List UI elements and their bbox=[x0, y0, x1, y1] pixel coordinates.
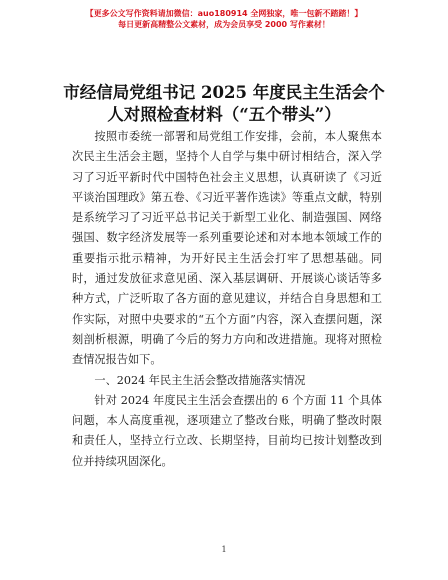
section-paragraph: 针对 2024 年度民主生活会查摆出的 6 个方面 11 个具体问题，本人高度重视，逐项建立了整改台账，明确了整改时限和责任人，坚持立行立改、长期坚持，目前均已按计划整改到位并持续巩固深化。 bbox=[72, 393, 382, 468]
banner-line-1: 【更多公文写作资料请加微信：auo180914 全网独家，唯一包新不踏踏！】 bbox=[85, 9, 363, 18]
promo-banner bbox=[0, 8, 448, 30]
section-heading: 一、2024 年民主生活会整改措施落实情况 bbox=[94, 373, 306, 387]
banner-line-2: 每日更新高精整公文素材，成为会员享受 2000 写作素材！ bbox=[118, 20, 330, 29]
document-title: 市经信局党组书记 2025 年度民主生活会个人对照检查材料（“五个带头”） bbox=[63, 83, 385, 124]
page-number: 1 bbox=[221, 545, 227, 554]
document-body bbox=[72, 127, 382, 472]
intro-paragraph: 按照市委统一部署和局党组工作安排，会前，本人聚焦本次民主生活会主题，坚持个人自学与集中研讨相结合，深入学习了习近平新时代中国特色社会主义思想，认真研读了《习近平谈治国理政》第五卷、《习近平著作选读》等重点文献，特别是系统学习了习近平总书记关于新型工业化、制造强国、网络强国、数字经济发展等一系列重要论述和对本地本领域工作的重要指示批示精神，为开好民主生活会打牢了思想基础。同时，通过发放征求意见函、深入基层调研、开展谈心谈话等多种方式，广泛听取了各方面的意见建议，并结合自身思想和工作实际，对照中央要求的“五个方面”内容，深入查摆问题，深刻剖析根源，明确了今后的努力方向和改进措施。现将对照检查情况报告如下。 bbox=[72, 130, 382, 367]
